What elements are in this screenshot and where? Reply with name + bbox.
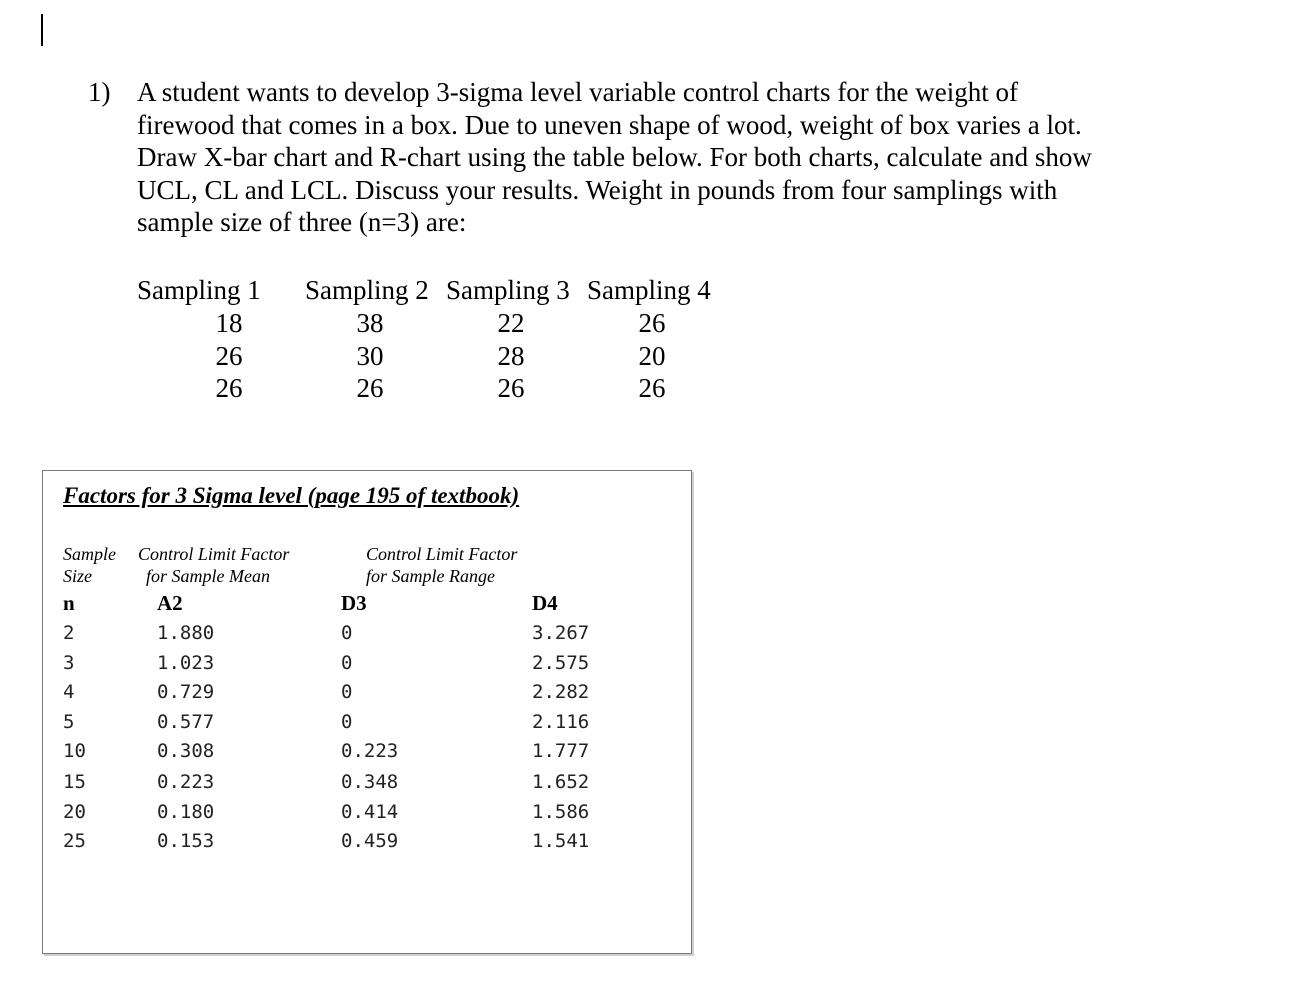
cell-d3: 0.459 — [341, 830, 399, 852]
range-factor-header — [366, 543, 517, 587]
cell-n: 3 — [63, 652, 75, 674]
cell-a2: 0.180 — [157, 801, 215, 823]
cell-d4: 1.586 — [532, 801, 590, 823]
problem-line: A student wants to develop 3-sigma level variable control charts for the weight of — [137, 77, 1019, 107]
header-line: Control Limit Factor — [366, 544, 518, 564]
cell-a2: 0.577 — [157, 711, 215, 733]
cell-n: 5 — [63, 711, 75, 733]
symbol-d4: D4 — [532, 591, 558, 615]
problem-text — [137, 76, 1187, 239]
cell-d3: 0 — [341, 681, 353, 703]
cell-n: 25 — [63, 830, 86, 852]
header-line: Sample — [63, 544, 116, 564]
symbol-a2: A2 — [157, 591, 183, 615]
sampling-value: 20 — [638, 341, 666, 371]
mean-factor-header — [138, 543, 289, 587]
cell-n: 2 — [63, 622, 75, 644]
sampling-header: Sampling 4 — [587, 275, 711, 305]
sampling-header: Sampling 2 — [305, 275, 429, 305]
cell-d3: 0.414 — [341, 801, 399, 823]
sampling-value: 26 — [356, 373, 384, 403]
sampling-value: 26 — [215, 373, 243, 403]
cell-d4: 2.575 — [532, 652, 590, 674]
problem-line: Draw X-bar chart and R-chart using the table below. For both charts, calculate and show — [137, 142, 1092, 173]
sampling-value: 30 — [356, 341, 384, 371]
cell-d4: 1.777 — [532, 740, 590, 762]
cell-d3: 0 — [341, 622, 353, 644]
cell-a2: 1.023 — [157, 652, 215, 674]
sampling-value: 38 — [356, 308, 384, 338]
cell-d4: 2.116 — [532, 711, 590, 733]
factors-title: Factors for 3 Sigma level (page 195 of textbook) — [63, 483, 520, 508]
cell-d3: 0.223 — [341, 740, 399, 762]
cell-n: 20 — [63, 801, 86, 823]
cell-d4: 3.267 — [532, 622, 590, 644]
problem-number: 1) — [88, 77, 111, 107]
cell-a2: 0.308 — [157, 740, 215, 762]
cell-n: 4 — [63, 681, 75, 703]
problem-line: UCL, CL and LCL. Discuss your results. Weight in pounds from four samplings with — [137, 174, 1058, 205]
cell-a2: 0.153 — [157, 830, 215, 852]
cell-a2: 1.880 — [157, 622, 215, 644]
sampling-header: Sampling 3 — [446, 275, 570, 305]
problem-line: sample size of three (n=3) are: — [137, 207, 467, 238]
symbol-n: n — [63, 591, 75, 615]
header-line: for Sample Mean — [146, 566, 270, 586]
cell-d3: 0 — [341, 652, 353, 674]
cell-a2: 0.223 — [157, 771, 215, 793]
header-line: for Sample Range — [366, 566, 495, 586]
sampling-value: 18 — [215, 308, 243, 338]
cell-d4: 1.541 — [532, 830, 590, 852]
sampling-value: 26 — [497, 373, 525, 403]
sampling-value: 22 — [497, 308, 525, 338]
cell-n: 15 — [63, 771, 86, 793]
cell-d3: 0.348 — [341, 771, 399, 793]
header-line: Size — [63, 566, 92, 586]
sampling-value: 26 — [215, 341, 243, 371]
cell-a2: 0.729 — [157, 681, 215, 703]
text-cursor — [41, 14, 43, 46]
cell-d3: 0 — [341, 711, 353, 733]
cell-d4: 1.652 — [532, 771, 590, 793]
header-line: Control Limit Factor — [138, 544, 290, 564]
sampling-header: Sampling 1 — [137, 275, 261, 305]
sampling-value: 28 — [497, 341, 525, 371]
cell-n: 10 — [63, 740, 86, 762]
cell-d4: 2.282 — [532, 681, 590, 703]
factors-table-image — [42, 470, 692, 954]
problem-line: firewood that comes in a box. Due to uneven shape of wood, weight of box varies a lot. — [137, 109, 1082, 140]
sample-size-header — [63, 543, 116, 587]
sampling-value: 26 — [638, 308, 666, 338]
symbol-d3: D3 — [341, 591, 367, 615]
sampling-value: 26 — [638, 373, 666, 403]
